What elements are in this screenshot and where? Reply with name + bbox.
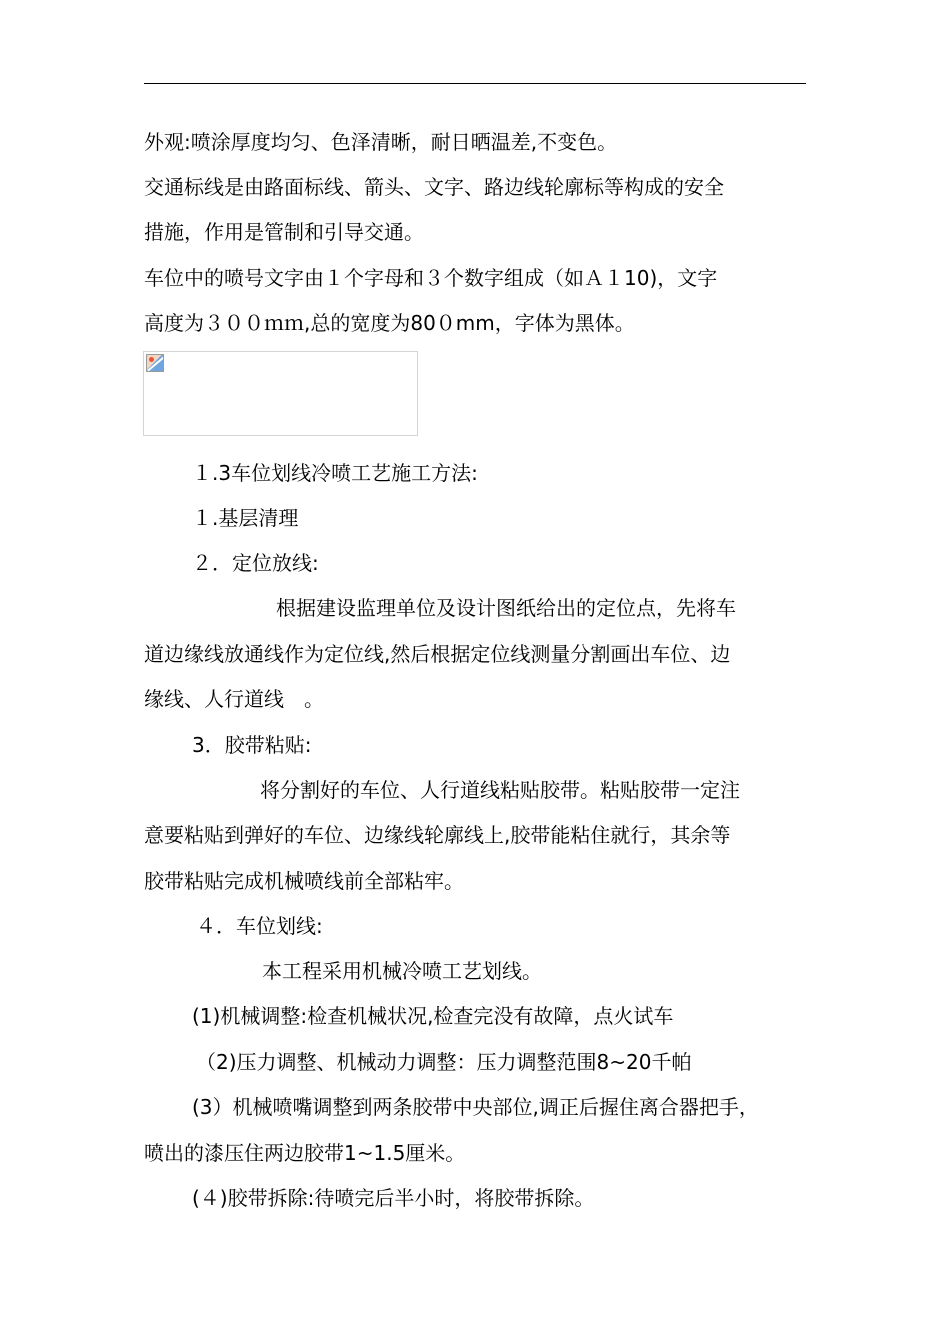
image-placeholder [143,351,418,436]
step-1-heading: １.基层清理 [192,506,299,530]
substep-3-line-1: (3）机械喷嘴调整到两条胶带中央部位,调正后握住离合器把手， [192,1095,759,1119]
substep-2: （2)压力调整、机械动力调整：压力调整范围8~20千帕 [196,1050,692,1074]
step-2-heading: ２．定位放线: [192,551,319,575]
step-4-body: 本工程采用机械冷喷工艺划线。 [262,959,542,983]
paragraph-appearance: 外观:喷涂厚度均匀、色泽清晰，耐日晒温差,不变色。 [144,130,618,154]
step-3-heading: 3．胶带粘贴: [192,733,312,757]
section-heading: １.3车位划线冷喷工艺施工方法: [192,461,478,485]
paragraph-traffic-line-1: 交通标线是由路面标线、箭头、文字、路边线轮廓标等构成的安全 [144,175,724,199]
paragraph-numbering-1: 车位中的喷号文字由１个字母和３个数字组成（如Ａ１10)，文字 [144,266,718,290]
broken-image-icon [146,354,164,372]
substep-3-line-2: 喷出的漆压住两边胶带1~1.5厘米。 [144,1141,466,1165]
paragraph-numbering-2: 高度为３００ｍｍ,总的宽度为80０mm，字体为黑体。 [144,311,635,335]
paragraph-traffic-line-2: 措施，作用是管制和引导交通。 [144,220,424,244]
step-3-body-2: 意要粘贴到弹好的车位、边缘线轮廓线上,胶带能粘住就行，其余等 [144,823,731,847]
step-3-body-3: 胶带粘贴完成机械喷线前全部粘牢。 [144,869,464,893]
substep-1: (1)机械调整:检查机械状况,检查完没有故障，点火试车 [192,1004,674,1028]
step-2-body-1: 根据建设监理单位及设计图纸给出的定位点，先将车 [276,596,736,620]
substep-4: (４)胶带拆除:待喷完后半小时，将胶带拆除。 [192,1186,595,1210]
step-3-body-1: 将分割好的车位、人行道线粘贴胶带。粘贴胶带一定注 [260,778,740,802]
step-2-body-2: 道边缘线放通线作为定位线,然后根据定位线测量分割画出车位、边 [144,642,731,666]
header-rule [144,83,806,84]
step-4-heading: ４．车位划线: [196,914,323,938]
step-2-body-3: 缘线、人行道线 。 [144,687,324,711]
